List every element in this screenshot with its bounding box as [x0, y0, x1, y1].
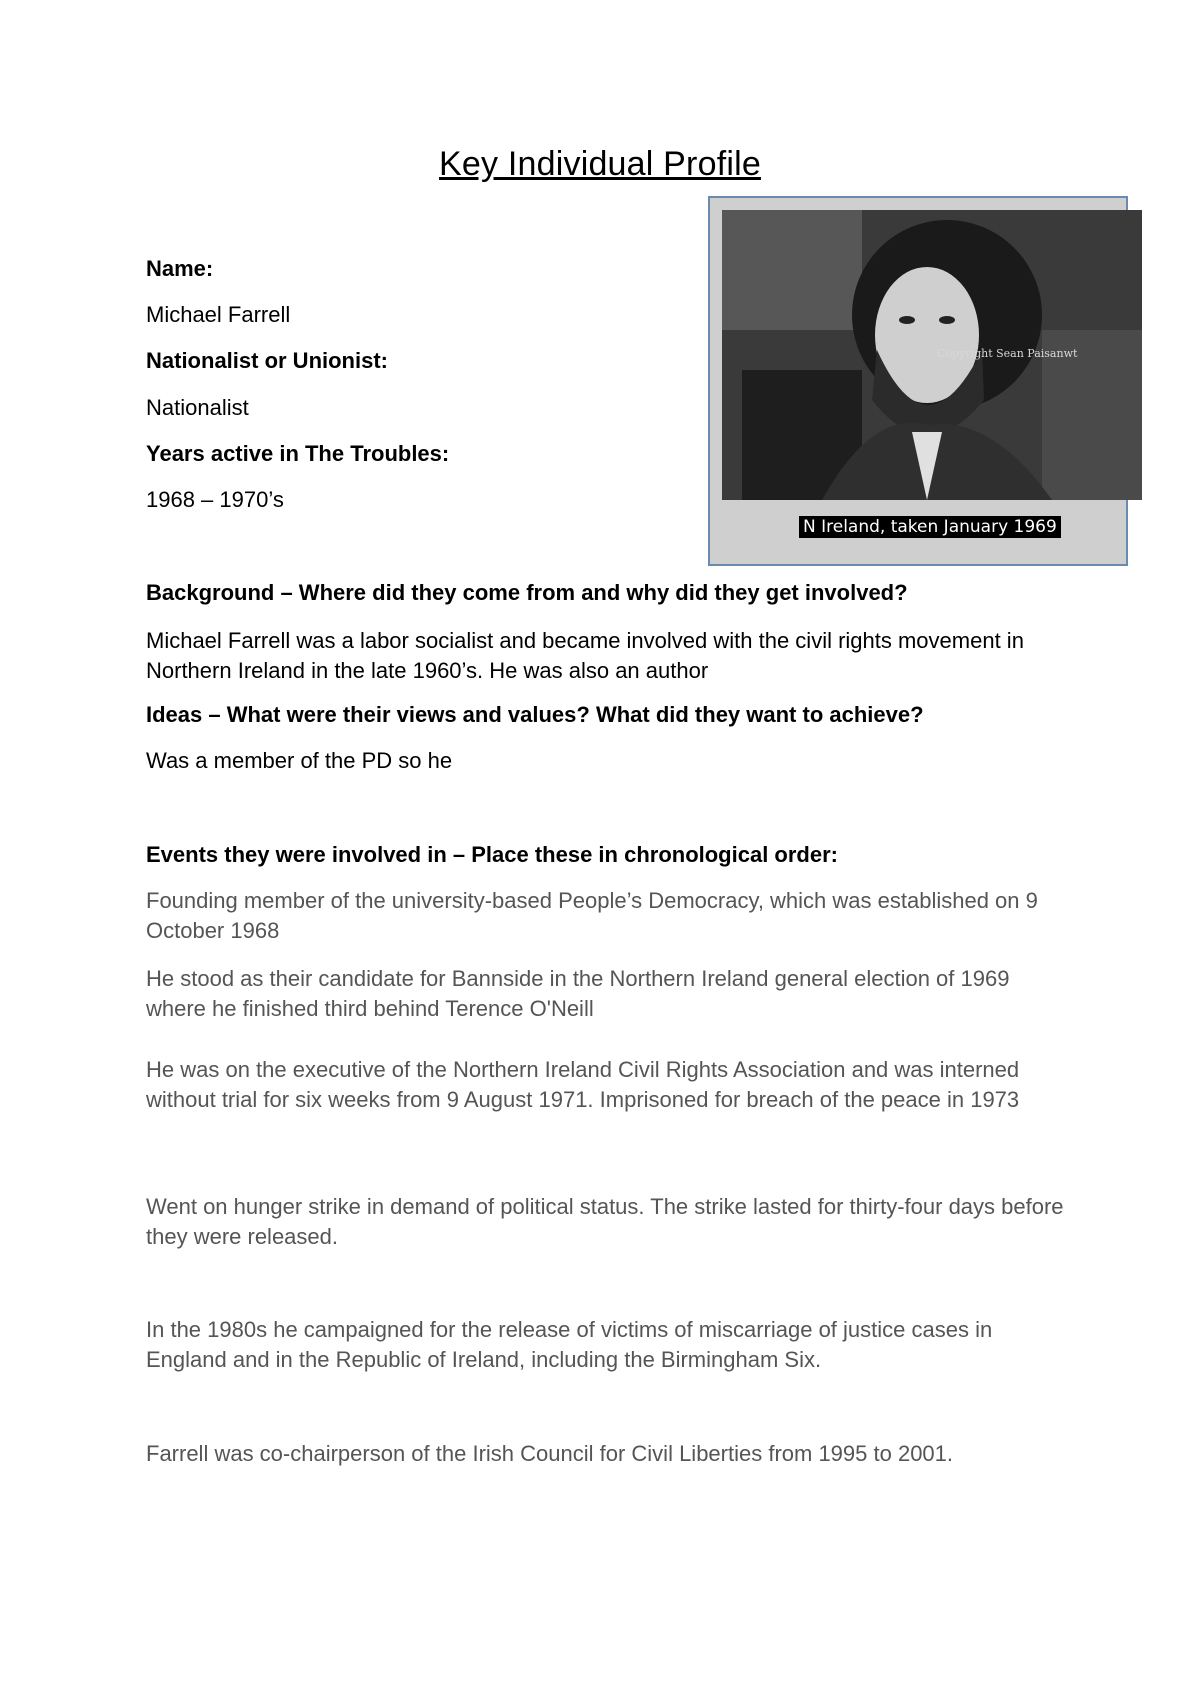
portrait-photo	[722, 210, 1142, 500]
portrait-image	[722, 210, 1142, 500]
name-value: Michael Farrell	[146, 302, 291, 327]
years-label: Years active in The Troubles:	[146, 441, 450, 466]
photo-caption: N Ireland, taken January 1969	[799, 516, 1061, 538]
background-text: Michael Farrell was a labor socialist and became involved with the civil rights movement in Northern Ireland in the late 1960’s. He was also an author	[146, 628, 1024, 683]
event-item: In the 1980s he campaigned for the release of victims of miscarriage of justice cases in England and in the Republic of Ireland, including the Birmingham Six.	[146, 1317, 993, 1372]
event-item: Went on hunger strike in demand of political status. The strike lasted for thirty-four days before they were released.	[146, 1194, 1064, 1249]
name-label: Name:	[146, 256, 214, 281]
event-item: Farrell was co-chairperson of the Irish Council for Civil Liberties from 1995 to 2001.	[146, 1441, 954, 1466]
photo-watermark: Copyright Sean Paisanwt	[937, 347, 1078, 360]
event-item: He was on the executive of the Northern Ireland Civil Rights Association and was interned without trial for six weeks from 9 August 1971. Imprisoned for breach of the peace in 1973	[146, 1057, 1020, 1112]
photo-frame	[708, 196, 1128, 566]
events-heading: Events they were involved in – Place these in chronological order:	[146, 842, 838, 867]
years-value: 1968 – 1970’s	[146, 487, 284, 512]
ideas-heading: Ideas – What were their views and values? What did they want to achieve?	[146, 702, 924, 727]
event-item: Founding member of the university-based People’s Democracy, which was established on 9 October 1968	[146, 888, 1038, 943]
background-heading: Background – Where did they come from and why did they get involved?	[146, 580, 908, 605]
ideas-text: Was a member of the PD so he	[146, 748, 453, 773]
event-item: He stood as their candidate for Bannside in the Northern Ireland general election of 1969 where he finished third behind Terence O'Neill	[146, 966, 1010, 1021]
affiliation-label: Nationalist or Unionist:	[146, 348, 388, 373]
affiliation-value: Nationalist	[146, 395, 249, 420]
page-title: Key Individual Profile	[439, 145, 761, 183]
